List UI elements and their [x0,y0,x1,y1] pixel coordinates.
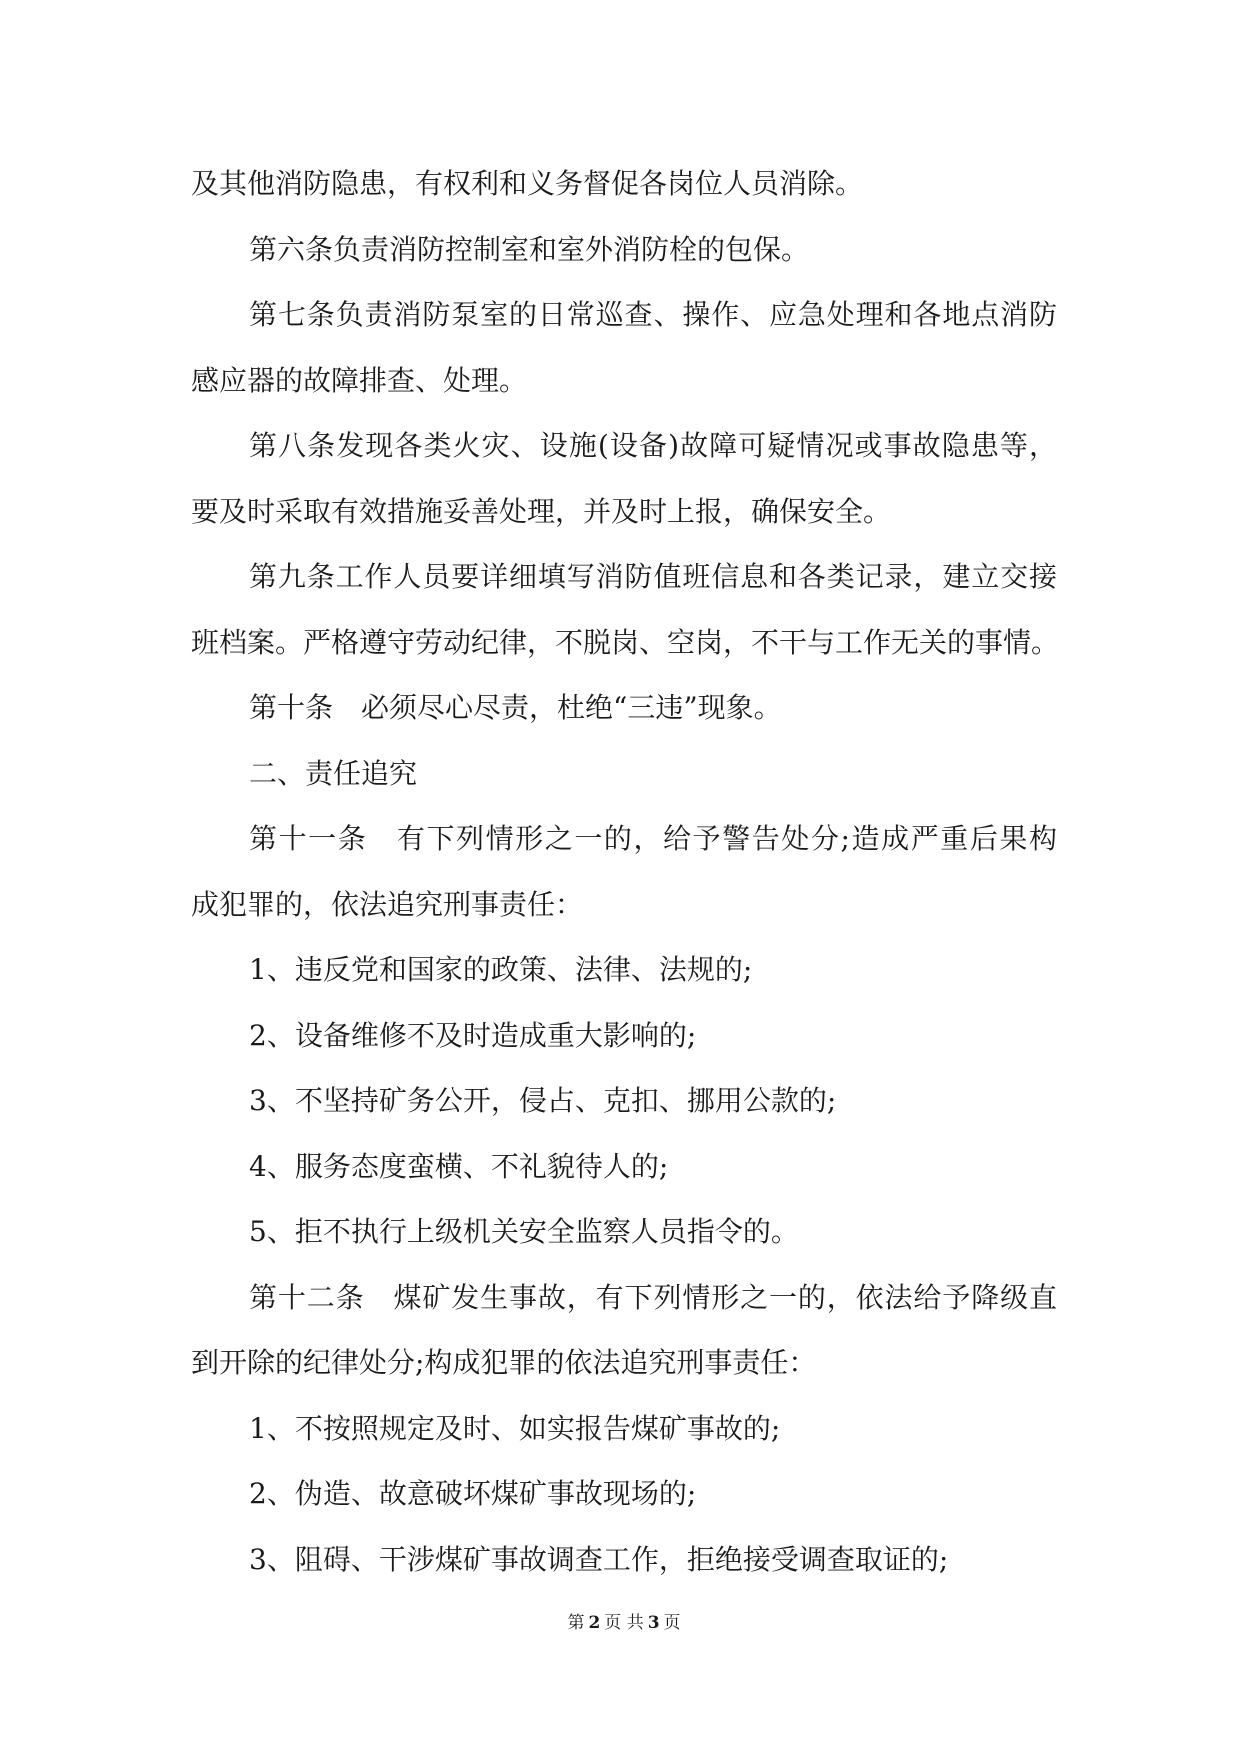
text-line: 1、违反党和国家的政策、法律、法规的; [249,953,753,986]
text-line: 第六条负责消防控制室和室外消防栓的包保。 [249,232,810,266]
list-item [191,1527,1057,1593]
text-line: 2、伪造、故意破坏煤矿事故现场的; [249,1477,697,1510]
section-heading [191,741,1057,807]
text-line: 及其他消防隐患，有权利和义务督促各岗位人员消除。 [191,167,864,200]
text-line: 3、不坚持矿务公开，侵占、克扣、挪用公款的; [249,1084,837,1117]
text-line: 3、阻碍、干涉煤矿事故调查工作，拒绝接受调查取证的; [249,1542,949,1576]
list-item [191,1068,1057,1134]
paragraph [191,217,1057,283]
document-body [191,151,1060,1592]
list-item [191,937,1057,1003]
paragraph [191,544,1060,675]
text-line: 第十二条 煤矿发生事故，有下列情形之一的，依法给予降级直 [249,1280,1057,1314]
list-item [191,1461,1057,1527]
text-line: 2、设备维修不及时造成重大影响的; [249,1018,697,1052]
text-line: 5、拒不执行上级机关安全监察人员指令的。 [249,1215,799,1248]
text-line: 二、责任追究 [249,756,418,790]
text-line: 第九条工作人员要详细填写消防值班信息和各类记录，建立交接 [249,560,1057,593]
list-item [191,1396,1057,1462]
total-pages-number: 3 [647,1613,660,1633]
text-line: 要及时采取有效措施妥善处理，并及时上报，确保安全。 [191,494,892,528]
text-line: 成犯罪的，依法追究刑事责任： [191,887,584,921]
list-item [191,1003,1057,1069]
footer-prefix: 第 [567,1613,585,1633]
list-item [191,1134,1057,1200]
paragraph [191,675,1057,741]
paragraph [191,1265,1057,1396]
text-line: 第十一条 有下列情形之一的，给予警告处分;造成严重后果构 [249,822,1057,855]
paragraph [191,413,1057,544]
footer-suffix: 页 [663,1613,681,1633]
list-item [191,1199,1057,1265]
text-line: 1、不按照规定及时、如实报告煤矿事故的; [249,1411,781,1445]
current-page-number: 2 [588,1613,601,1633]
page-footer [191,1608,1057,1633]
text-line: 感应器的故障排查、处理。 [191,363,528,397]
text-line: 到开除的纪律处分;构成犯罪的依法追究刑事责任： [191,1346,817,1379]
text-line: 4、服务态度蛮横、不礼貌待人的; [249,1149,669,1183]
text-line: 第十条 必须尽心尽责，杜绝“三违”现象。 [249,691,782,724]
text-line: 第七条负责消防泵室的日常巡查、操作、应急处理和各地点消防 [249,298,1057,331]
paragraph [191,151,1057,217]
text-line: 第八条发现各类火灾、设施(设备)故障可疑情况或事故隐患等， [249,429,1057,462]
paragraph [191,282,1057,413]
text-line: 班档案。严格遵守劳动纪律，不脱岗、空岗，不干与工作无关的事情。 [191,625,1060,659]
paragraph [191,806,1057,937]
footer-middle: 页 共 [604,1613,644,1633]
